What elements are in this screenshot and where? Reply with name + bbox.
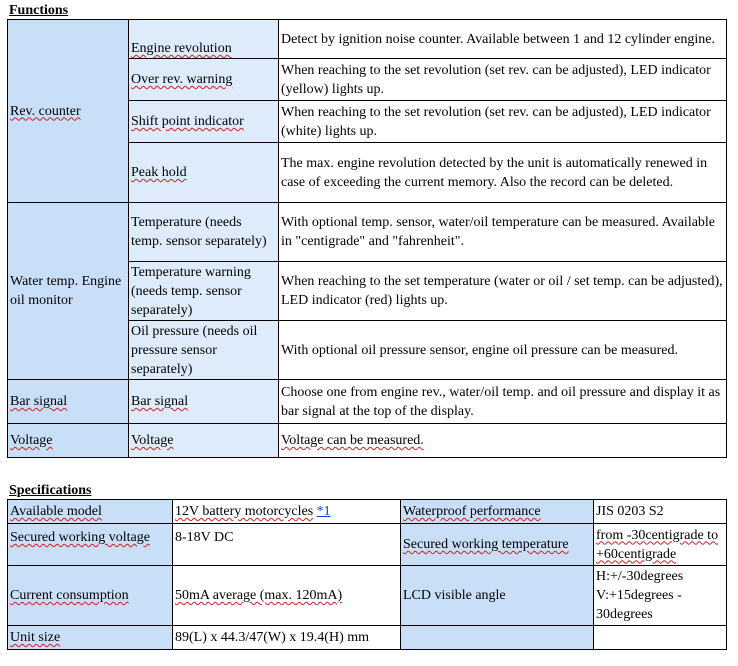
functions-heading: Functions: [9, 3, 69, 18]
group-rev-counter: Rev. counter: [8, 20, 129, 203]
feature-oil-pressure: Oil pressure (needs oil pressure sensor separately): [129, 321, 279, 380]
desc-temperature-warning: When reaching to the set temperature (water or oil / set temp. can be adjusted), LED indicator (red) lights up.: [279, 262, 727, 321]
desc-engine-revolution: Detect by ignition noise counter. Available between 1 and 12 cylinder engine.: [279, 20, 727, 59]
table-row: [8, 524, 727, 566]
desc-bar-signal: Choose one from engine rev., water/oil temp. and oil pressure and display it as bar signal at the top of the display.: [279, 380, 727, 424]
waterproof-value: JIS 0203 S2: [594, 500, 727, 524]
table-row: [8, 566, 727, 626]
feature-peak-hold: Peak hold: [129, 143, 279, 203]
feature-temperature-warning: Temperature warning (needs temp. sensor separately): [129, 262, 279, 321]
current-consumption-value: 50mA average (max. 120mA): [173, 566, 401, 626]
feature-temperature: Temperature (needs temp. sensor separately): [129, 203, 279, 262]
group-bar-signal: Bar signal: [8, 380, 129, 424]
functions-table: [7, 19, 727, 458]
table-row: [8, 626, 727, 650]
desc-shift-point-indicator: When reaching to the set revolution (set rev. can be adjusted), LED indicator (white) lights up.: [279, 101, 727, 143]
feature-shift-point-indicator: Shift point indicator: [129, 101, 279, 143]
table-row: [8, 20, 727, 59]
table-row: [8, 203, 727, 262]
available-model-label: Available model: [8, 500, 173, 524]
table-row: [8, 500, 727, 524]
desc-temperature: With optional temp. sensor, water/oil temperature can be measured. Available in "centigrade" and "fahrenheit".: [279, 203, 727, 262]
desc-voltage: Voltage can be measured.: [279, 424, 727, 458]
working-voltage-value: 8-18V DC: [173, 524, 401, 566]
table-row: [8, 424, 727, 458]
footnote-link[interactable]: *1: [316, 504, 331, 519]
lcd-angle-label: LCD visible angle: [401, 566, 594, 626]
specifications-table: [7, 499, 727, 650]
empty-value-cell: [594, 626, 727, 650]
available-model-value: 12V battery motorcycles *1: [173, 500, 401, 524]
specifications-heading: Specifications: [9, 483, 92, 498]
working-temperature-value: from -30centigrade to +60centigrade: [594, 524, 727, 566]
desc-over-rev-warning: When reaching to the set revolution (set rev. can be adjusted), LED indicator (yellow) lights up.: [279, 59, 727, 101]
feature-voltage: Voltage: [129, 424, 279, 458]
unit-size-value: 89(L) x 44.3/47(W) x 19.4(H) mm: [173, 626, 401, 650]
feature-engine-revolution: Engine revolution: [129, 20, 279, 59]
feature-over-rev-warning: Over rev. warning: [129, 59, 279, 101]
group-water-temp: Water temp. Engine oil monitor: [8, 203, 129, 380]
feature-bar-signal: Bar signal: [129, 380, 279, 424]
empty-label-cell: [401, 626, 594, 650]
waterproof-label: Waterproof performance: [401, 500, 594, 524]
desc-peak-hold: The max. engine revolution detected by the unit is automatically renewed in case of exceeding the current memory. Also the record can be deleted.: [279, 143, 727, 203]
table-row: [8, 380, 727, 424]
working-temperature-label: Secured working temperature: [401, 524, 594, 566]
unit-size-label: Unit size: [8, 626, 173, 650]
desc-oil-pressure: With optional oil pressure sensor, engine oil pressure can be measured.: [279, 321, 727, 380]
current-consumption-label: Current consumption: [8, 566, 173, 626]
lcd-angle-value: H:+/-30degrees V:+15degrees - 30degrees: [594, 566, 727, 626]
working-voltage-label: Secured working voltage: [8, 524, 173, 566]
group-voltage: Voltage: [8, 424, 129, 458]
